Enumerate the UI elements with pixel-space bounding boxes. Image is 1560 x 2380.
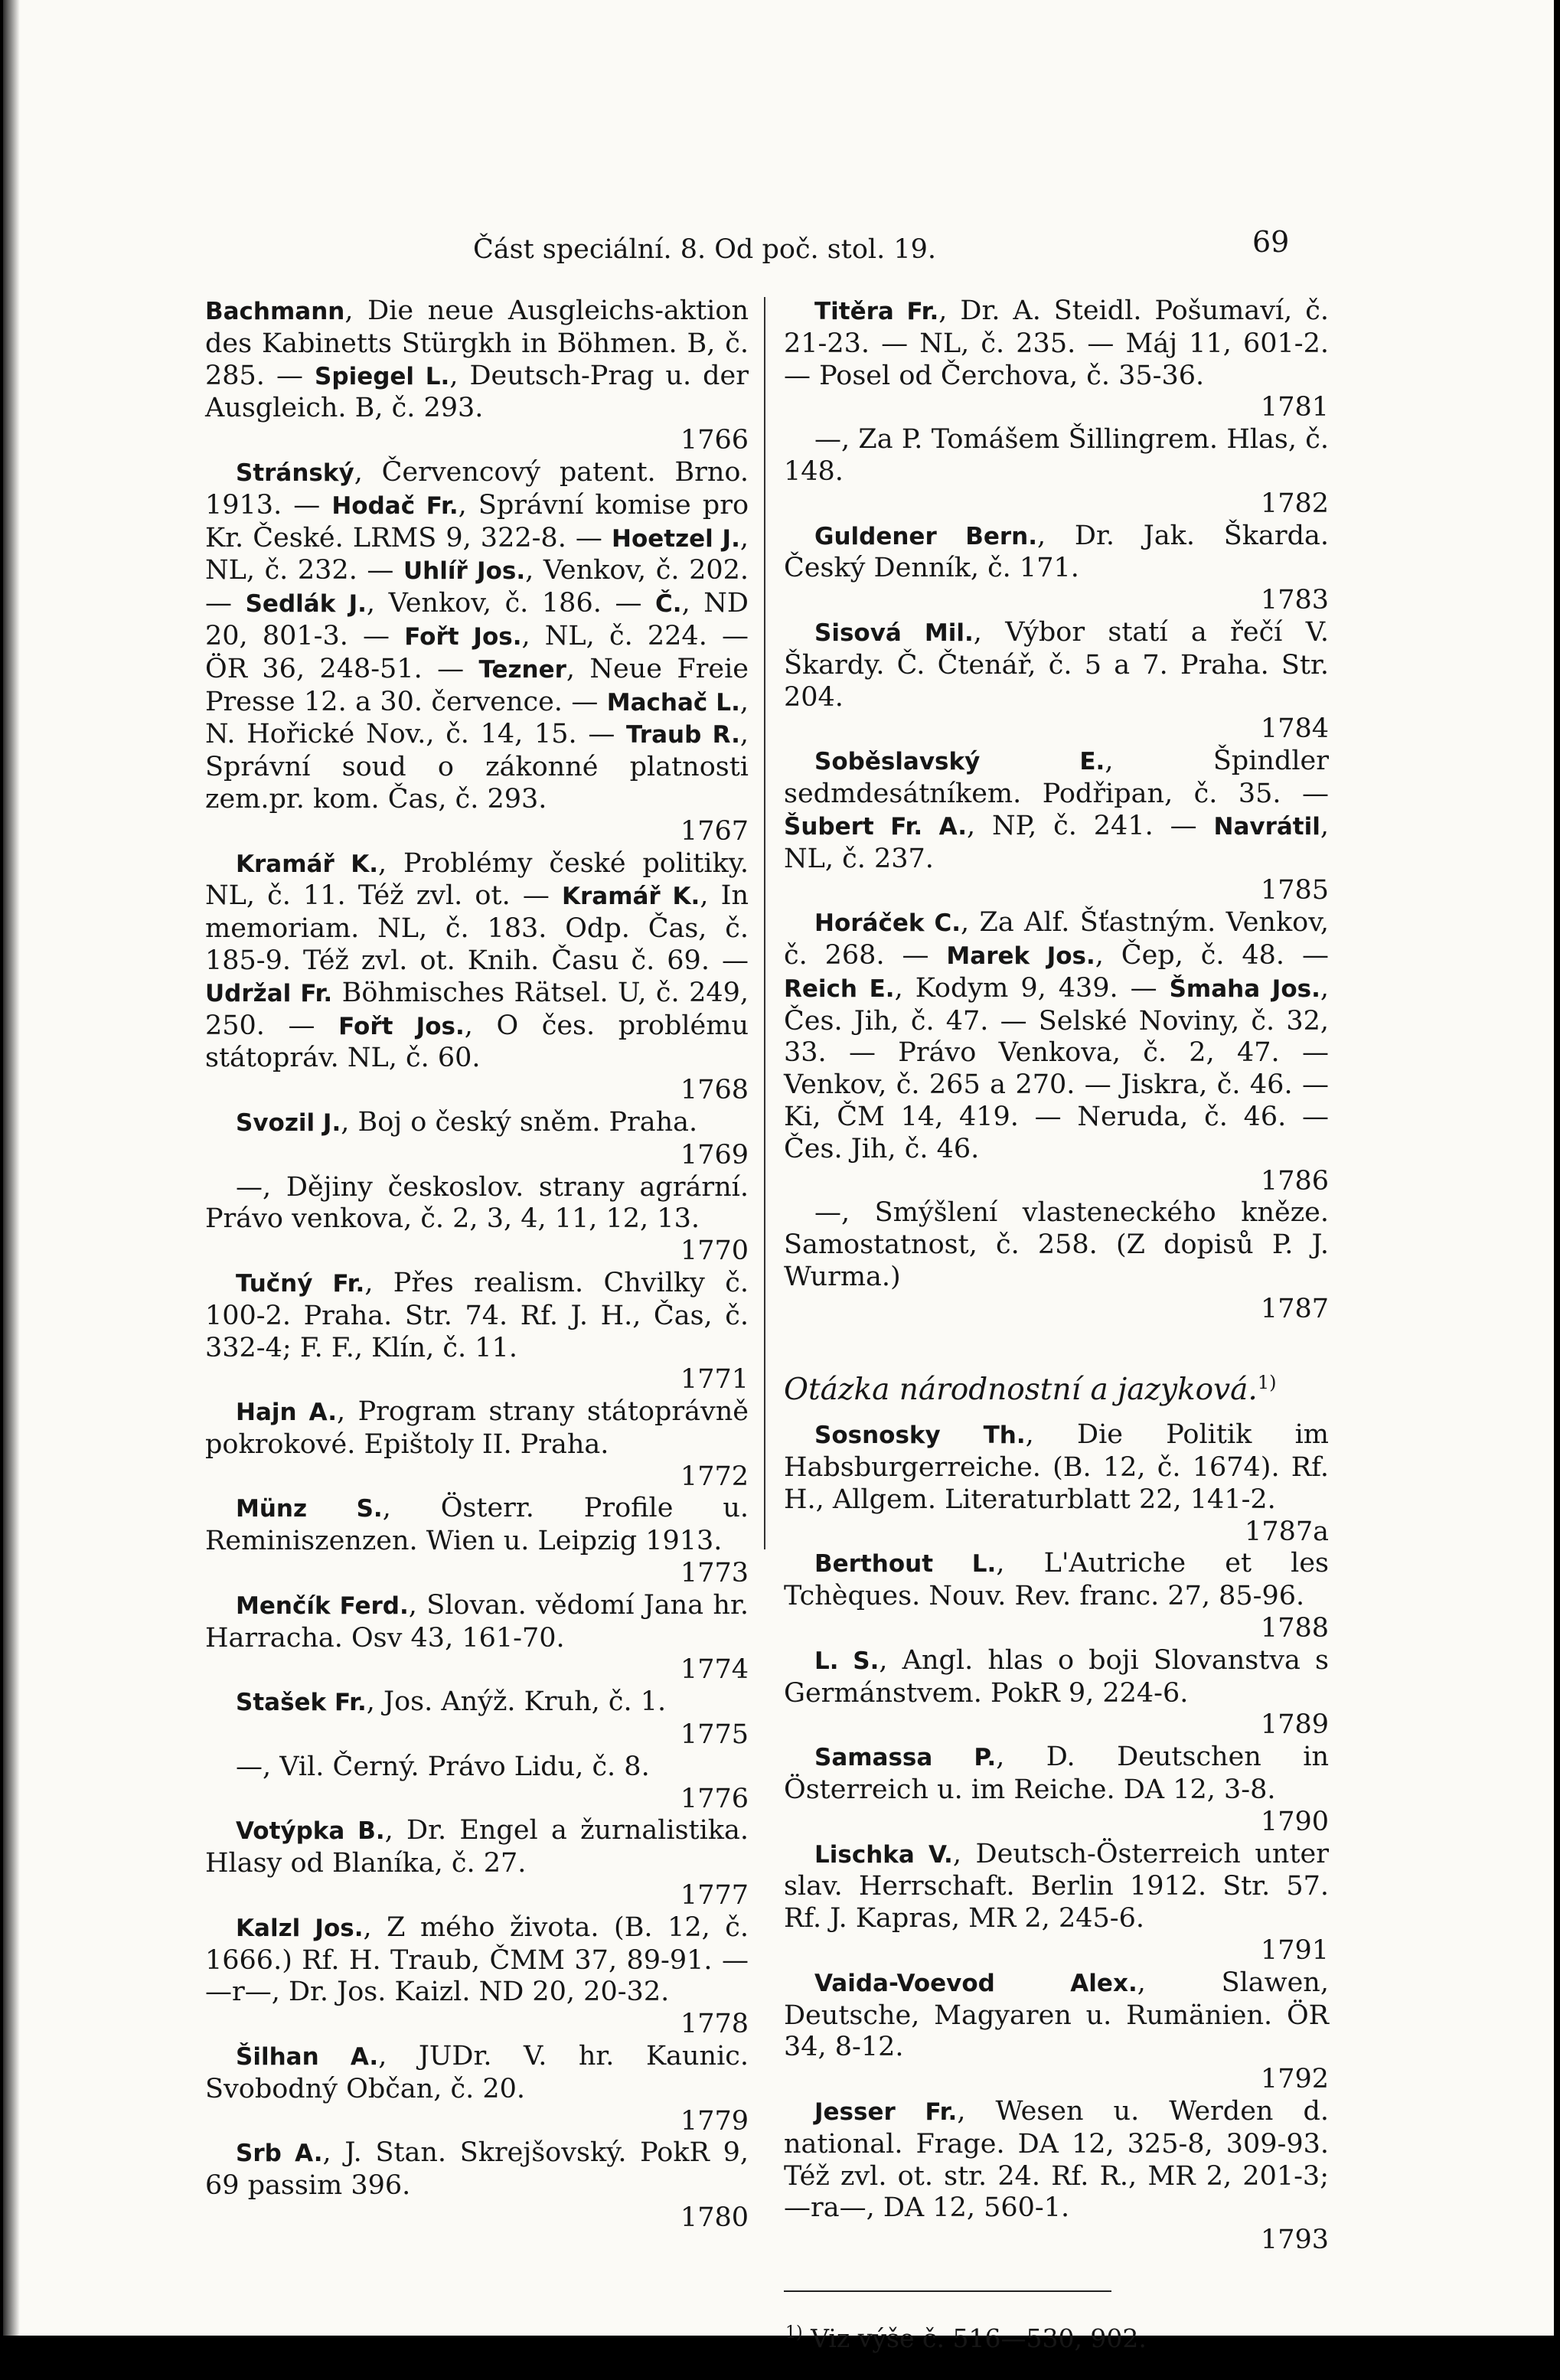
entry-1785 xyxy=(784,746,1329,907)
entry-number: 1778 xyxy=(680,2009,749,2040)
entry-1771 xyxy=(205,1268,749,1396)
entry-text: , Die neue Ausgleichs-aktion des Kabinetts Stürgkh in Böhmen. B, č. 285. — xyxy=(205,295,749,391)
author-name: Titěra Fr. xyxy=(814,298,939,325)
author-name: Guldener Bern. xyxy=(814,522,1037,550)
entry-number: 1785 xyxy=(1260,875,1329,906)
entry-text: , Jos. Anýž. Kruh, č. 1. xyxy=(366,1686,667,1718)
entry-1791 xyxy=(784,1839,1329,1967)
entry-text: , Čep, č. 48. — xyxy=(1095,939,1329,971)
entry-text: , NL, č. 232. — xyxy=(205,522,749,586)
entry-1788 xyxy=(784,1548,1329,1644)
entry-1793 xyxy=(784,2096,1329,2257)
author-name: Jesser Fr. xyxy=(814,2098,958,2127)
entry-text: , Špindler sedmdesátníkem. Podřipan, č. 35. — xyxy=(784,746,1329,809)
entry-text: , NL, č. 237. xyxy=(784,810,1329,874)
entry-number: 1773 xyxy=(680,1558,749,1589)
entry-number: 1769 xyxy=(680,1139,749,1170)
footnote-rule xyxy=(784,2290,1111,2292)
right-column xyxy=(784,295,1329,2380)
author-name: Hajn A. xyxy=(236,1399,338,1427)
entry-number: 1767 xyxy=(680,815,749,847)
entry-text: , Výbor statí a řečí V. Škardy. Č. Čtenář, č. 5 a 7. Praha. Str. 204. xyxy=(784,616,1329,713)
author-name: Sosnosky Th. xyxy=(814,1422,1026,1450)
entry-number: 1783 xyxy=(1260,585,1329,616)
entry-text: , Z mého života. (B. 12, č. 1666.) Rf. H. Traub, ČMM 37, 89-91. — —r—, Dr. Jos. Kaizl. ND 20, 20-32. xyxy=(205,1912,749,2008)
entry-text: , ND 20, 801-3. — xyxy=(205,588,749,651)
entry-number: 1772 xyxy=(680,1461,749,1492)
entry-number: 1779 xyxy=(680,2105,749,2137)
entry-1779 xyxy=(205,2041,749,2137)
entry-number: 1787a xyxy=(1245,1516,1329,1547)
author-name: Fořt Jos. xyxy=(338,1012,465,1040)
entry-number: 1784 xyxy=(1260,713,1329,745)
entry-1787 xyxy=(784,1197,1329,1325)
section-title xyxy=(784,1367,1329,1406)
entry-text: , NL, č. 224. — ÖR 36, 248-51. — xyxy=(205,620,749,684)
entry-number: 1781 xyxy=(1260,392,1329,423)
author-name: Lischka V. xyxy=(814,1840,953,1869)
entry-number: 1782 xyxy=(1260,488,1329,519)
entry-text: , Za Alf. Šťastným. Venkov, č. 268. — xyxy=(784,907,1329,971)
entry-number: 1780 xyxy=(680,2202,749,2234)
entry-text: , Slawen, Deutsche, Magyaren u. Rumänien. ÖR 34, 8-12. xyxy=(784,1967,1329,2063)
author-name: Šmaha Jos. xyxy=(1169,975,1320,1003)
entry-1766 xyxy=(205,295,749,457)
entry-text: , Dr. A. Steidl. Pošumaví, č. 21-23. — NL, č. 235. — Máj 11, 601-2. — Posel od Čerchova, č. 35-36. xyxy=(784,295,1329,391)
author-name: Soběslavský E. xyxy=(814,748,1105,776)
author-name: Srb A. xyxy=(236,2140,323,2168)
entry-number: 1775 xyxy=(680,1719,749,1751)
entry-text: , Dr. Engel a žurnalistika. Hlasy od Blaníka, č. 27. xyxy=(205,1815,749,1879)
entry-text: , D. Deutschen in Österreich u. im Reiche. DA 12, 3-8. xyxy=(784,1742,1329,1806)
author-name: Tezner xyxy=(478,655,566,684)
page-number: 69 xyxy=(1252,225,1290,259)
book-page xyxy=(3,0,1554,2354)
entry-1789 xyxy=(784,1645,1329,1742)
author-name: Sedlák J. xyxy=(245,590,367,619)
entry-1776 xyxy=(205,1752,749,1816)
entry-text: , Správní komise pro Kr. České. LRMS 9, 322-8. — xyxy=(205,489,749,553)
author-name: Kramář K. xyxy=(236,850,379,878)
author-name: Reich E. xyxy=(784,975,895,1003)
entry-number: 1793 xyxy=(1260,2225,1329,2256)
author-name: Marek Jos. xyxy=(946,942,1095,970)
footnote-marker: 1) xyxy=(1257,1371,1277,1393)
author-name: Menčík Ferd. xyxy=(236,1592,409,1620)
author-name: Stránský xyxy=(236,459,354,487)
entry-text: , Slovan. vědomí Jana hr. Harracha. Osv 43, 161-70. xyxy=(205,1589,749,1654)
author-name: Šilhan A. xyxy=(236,2043,379,2071)
author-name: Hodač Fr. xyxy=(331,491,459,520)
entry-1777 xyxy=(205,1815,749,1912)
left-column xyxy=(205,295,749,2235)
entry-text: , Program strany státoprávně pokrokové. Epištoly II. Praha. xyxy=(205,1396,749,1460)
entry-1774 xyxy=(205,1590,749,1686)
author-name: Vaida-Voevod Alex. xyxy=(814,1969,1137,1997)
author-name: Fořt Jos. xyxy=(404,622,522,651)
entry-text: , Deutsch-Prag u. der Ausgleich. B, č. 293. xyxy=(205,360,749,424)
entry-1786 xyxy=(784,907,1329,1197)
entry-number: 1790 xyxy=(1260,1806,1329,1837)
entry-1773 xyxy=(205,1493,749,1589)
entry-text: , Správní soud o zákonné platnosti zem.pr. kom. Čas, č. 293. xyxy=(205,719,749,815)
author-name: Spiegel L. xyxy=(315,362,450,390)
entry-text: —, Smýšlení vlasteneckého kněze. Samostatnost, č. 258. (Z dopisů P. J. Wurma.) xyxy=(784,1197,1329,1292)
entry-number: 1789 xyxy=(1260,1709,1329,1741)
entry-number: 1770 xyxy=(680,1236,749,1267)
running-header xyxy=(3,225,1554,271)
entry-text: , Deutsch-Österreich unter slav. Herrschaft. Berlin 1912. Str. 57. Rf. J. Kapras, MR 2, 245-6. xyxy=(784,1838,1329,1934)
entry-1783 xyxy=(784,521,1329,617)
author-name: Č. xyxy=(655,590,682,619)
author-name: Horáček C. xyxy=(814,909,961,938)
entry-1790 xyxy=(784,1742,1329,1838)
entry-1784 xyxy=(784,617,1329,746)
author-name: Stašek Fr. xyxy=(236,1689,367,1717)
author-name: Navrátil xyxy=(1213,812,1320,841)
entry-text: , JUDr. V. hr. Kaunic. Svobodný Občan, č. 20. xyxy=(205,2041,749,2104)
binding-shadow xyxy=(3,0,20,2336)
entry-number: 1771 xyxy=(680,1364,749,1396)
entry-number: 1786 xyxy=(1260,1165,1329,1197)
entry-number: 1777 xyxy=(680,1880,749,1912)
entry-text: , Problémy české politiky. NL, č. 11. Též zvl. ot. — xyxy=(205,847,749,912)
entry-text: , Venkov, č. 186. — xyxy=(366,588,656,619)
entry-text: , Neue Freie Presse 12. a 30. července. — xyxy=(205,653,749,717)
author-name: Machač L. xyxy=(606,688,740,717)
entry-1780 xyxy=(205,2137,749,2234)
author-name: Berthout L. xyxy=(814,1550,997,1579)
author-name: Traub R. xyxy=(626,721,740,749)
entry-text: —, Vil. Černý. Právo Lidu, č. 8. xyxy=(236,1751,650,1782)
section-title-text: Otázka národnostní a jazyková. xyxy=(784,1372,1258,1407)
entry-text: , Angl. hlas o boji Slovanstva s Germánstvem. PokR 9, 224-6. xyxy=(784,1644,1329,1709)
author-name: Münz S. xyxy=(236,1495,383,1523)
author-name: Bachmann xyxy=(205,298,345,325)
entry-1769 xyxy=(205,1107,749,1172)
entry-text: , O čes. problému státopráv. NL, č. 60. xyxy=(205,1010,749,1074)
entry-number: 1776 xyxy=(680,1783,749,1814)
entry-number: 1787 xyxy=(1260,1293,1329,1324)
author-name: Sisová Mil. xyxy=(814,619,974,647)
entry-text: Böhmisches Rätsel. U, č. 249, 250. — xyxy=(205,977,749,1041)
author-name: Votýpka B. xyxy=(236,1817,385,1846)
header-title: Část speciální. 8. Od poč. stol. 19. xyxy=(473,234,936,265)
entry-number: 1792 xyxy=(1260,2064,1329,2095)
entry-1770 xyxy=(205,1172,749,1268)
entry-text: , Österr. Profile u. Reminiszenzen. Wien u. Leipzig 1913. xyxy=(205,1493,749,1557)
entry-1767 xyxy=(205,457,749,848)
entry-1775 xyxy=(205,1686,749,1752)
author-name: Kramář K. xyxy=(561,883,700,911)
column-divider xyxy=(764,297,765,1549)
entry-text: , Boj o český sněm. Praha. xyxy=(341,1106,698,1138)
entry-text: , NP, č. 241. — xyxy=(967,810,1214,841)
author-name: L. S. xyxy=(814,1647,880,1675)
author-name: Tučný Fr. xyxy=(236,1269,365,1298)
entry-1782 xyxy=(784,424,1329,520)
entry-text: , Venkov, č. 202. — xyxy=(205,555,749,619)
entry-number: 1774 xyxy=(680,1654,749,1686)
footnote-text: Viz výše č. 516—530, 902. xyxy=(802,2323,1147,2354)
footnote xyxy=(785,2317,1329,2355)
entry-text: , N. Hořické Nov., č. 14, 15. — xyxy=(205,686,749,750)
entry-text: , J. Stan. Skrejšovský. PokR 9, 69 passim 396. xyxy=(205,2137,749,2202)
entry-1781 xyxy=(784,295,1329,424)
footnote-mark: 1) xyxy=(785,2323,803,2343)
author-name: Udržal Fr. xyxy=(205,979,333,1007)
entry-text: , Wesen u. Werden d. national. Frage. DA 12, 325-8, 309-93. Též zvl. ot. str. 24. Rf. R., MR 2, 201-3; —ra—, DA 12, 560-1. xyxy=(784,2096,1329,2224)
author-name: Svozil J. xyxy=(236,1108,341,1137)
author-name: Samassa P. xyxy=(814,1744,997,1772)
entry-text: , Přes realism. Chvilky č. 100-2. Praha. Str. 74. Rf. J. H., Čas, č. 332-4; F. F., Klín, č. 11. xyxy=(205,1267,749,1363)
entry-1778 xyxy=(205,1912,749,2041)
entry-text: , In memoriam. NL, č. 183. Odp. Čas, č. 185-9. Též zvl. ot. Knih. Času č. 69. — xyxy=(205,880,749,976)
author-name: Šubert Fr. A. xyxy=(784,812,968,841)
entry-1787a xyxy=(784,1419,1329,1548)
entry-number: 1766 xyxy=(680,425,749,456)
entry-text: , Kodym 9, 439. — xyxy=(894,972,1170,1004)
entry-text: , Čes. Jih, č. 47. — Selské Noviny, č. 32, 33. — Právo Venkova, č. 2, 47. — Venkov, č. 265 a 270. — Jiskra, č. 46. — Ki, ČM 14, 419. — Neruda, č. 46. — Čes. Jih, č. 46. xyxy=(784,972,1329,1164)
author-name: Hoetzel J. xyxy=(612,524,740,553)
entry-number: 1788 xyxy=(1260,1613,1329,1644)
entry-1772 xyxy=(205,1396,749,1493)
entry-text: , Červencový patent. Brno. 1913. — xyxy=(205,456,749,521)
entry-1792 xyxy=(784,1967,1329,2096)
author-name: Kalzl Jos. xyxy=(236,1914,364,1942)
entry-text: , Dr. Jak. Škarda. Český Denník, č. 171. xyxy=(784,520,1329,584)
entry-text: —, Za P. Tomášem Šillingrem. Hlas, č. 148. xyxy=(784,424,1329,487)
entry-1768 xyxy=(205,848,749,1107)
entry-text: , Die Politik im Habsburgerreiche. (B. 12, č. 1674). Rf. H., Allgem. Literaturblatt 22, 141-2. xyxy=(784,1419,1329,1515)
entry-number: 1791 xyxy=(1260,1935,1329,1967)
entry-text: —, Dějiny českoslov. strany agrární. Právo venkova, č. 2, 3, 4, 11, 12, 13. xyxy=(205,1171,749,1235)
author-name: Uhlíř Jos. xyxy=(403,557,526,586)
entry-text: , L'Autriche et les Tchèques. Nouv. Rev. franc. 27, 85-96. xyxy=(784,1548,1329,1612)
entry-number: 1768 xyxy=(680,1075,749,1106)
